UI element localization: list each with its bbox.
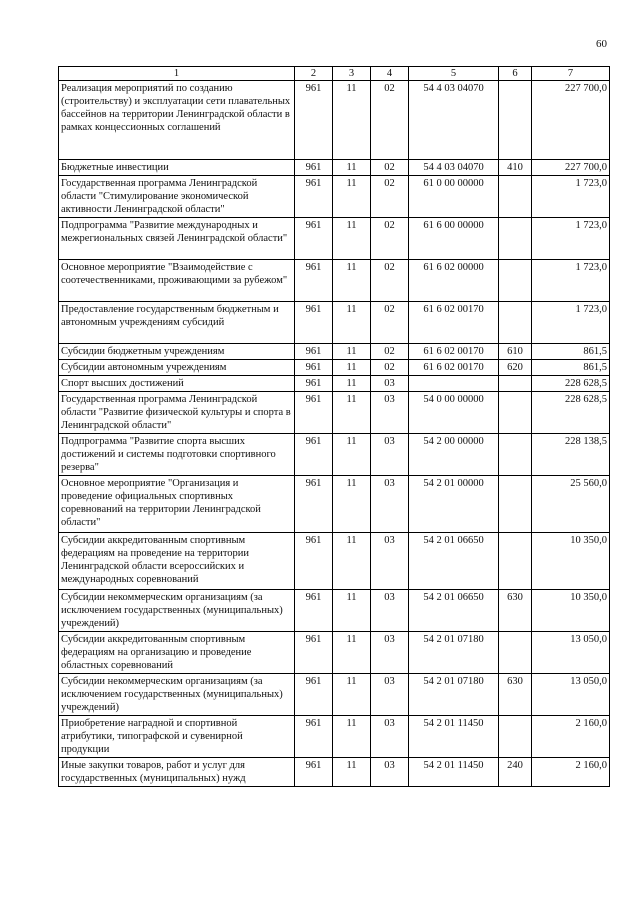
row-expense-type-cell bbox=[499, 632, 532, 674]
row-expense-type-cell bbox=[499, 376, 532, 392]
row-subsection-cell: 03 bbox=[371, 434, 409, 476]
row-expense-type-cell bbox=[499, 533, 532, 590]
table-row bbox=[59, 392, 610, 434]
row-name-cell: Приобретение наградной и спортивной атрибутики, типографской и сувенирной продукции bbox=[59, 716, 295, 758]
row-subsection-cell: 03 bbox=[371, 716, 409, 758]
row-name-cell: Основное мероприятие "Взаимодействие с соотечественниками, проживающими за рубежом" bbox=[59, 260, 295, 302]
row-subsection-cell: 03 bbox=[371, 758, 409, 787]
row-grbs-cell: 961 bbox=[295, 176, 333, 218]
row-expense-type-cell bbox=[499, 260, 532, 302]
row-target-code-cell bbox=[409, 376, 499, 392]
column-header: 6 bbox=[499, 67, 532, 81]
row-section-cell: 11 bbox=[333, 160, 371, 176]
row-section-cell: 11 bbox=[333, 344, 371, 360]
table-row bbox=[59, 376, 610, 392]
row-name-cell: Основное мероприятие "Организация и проведение официальных спортивных соревнований на территории Ленинградской области" bbox=[59, 476, 295, 533]
table-row bbox=[59, 176, 610, 218]
row-name-cell: Подпрограмма "Развитие спорта высших достижений и системы подготовки спортивного резерва" bbox=[59, 434, 295, 476]
row-name-cell: Подпрограмма "Развитие международных и межрегиональных связей Ленинградской области" bbox=[59, 218, 295, 260]
row-expense-type-cell: 240 bbox=[499, 758, 532, 787]
row-expense-type-cell: 630 bbox=[499, 590, 532, 632]
row-expense-type-cell bbox=[499, 176, 532, 218]
row-subsection-cell: 02 bbox=[371, 302, 409, 344]
row-expense-type-cell: 610 bbox=[499, 344, 532, 360]
row-name-cell: Субсидии аккредитованным спортивным федерациям на организацию и проведение областных соревнований bbox=[59, 632, 295, 674]
row-amount-cell: 1 723,0 bbox=[532, 302, 610, 344]
row-target-code-cell: 54 2 01 11450 bbox=[409, 758, 499, 787]
row-amount-cell: 1 723,0 bbox=[532, 260, 610, 302]
row-subsection-cell: 02 bbox=[371, 260, 409, 302]
row-amount-cell: 227 700,0 bbox=[532, 81, 610, 160]
row-expense-type-cell bbox=[499, 218, 532, 260]
row-expense-type-cell bbox=[499, 392, 532, 434]
page-number: 60 bbox=[596, 38, 607, 50]
row-grbs-cell: 961 bbox=[295, 392, 333, 434]
row-subsection-cell: 02 bbox=[371, 81, 409, 160]
row-target-code-cell: 61 6 02 00170 bbox=[409, 344, 499, 360]
row-name-cell: Субсидии автономным учреждениям bbox=[59, 360, 295, 376]
row-amount-cell: 25 560,0 bbox=[532, 476, 610, 533]
row-target-code-cell: 61 6 00 00000 bbox=[409, 218, 499, 260]
row-subsection-cell: 02 bbox=[371, 344, 409, 360]
row-section-cell: 11 bbox=[333, 533, 371, 590]
column-header: 4 bbox=[371, 67, 409, 81]
row-expense-type-cell bbox=[499, 434, 532, 476]
row-expense-type-cell: 410 bbox=[499, 160, 532, 176]
row-name-cell: Предоставление государственным бюджетным и автономным учреждениям субсидий bbox=[59, 302, 295, 344]
row-grbs-cell: 961 bbox=[295, 260, 333, 302]
row-section-cell: 11 bbox=[333, 392, 371, 434]
row-section-cell: 11 bbox=[333, 434, 371, 476]
table-row bbox=[59, 590, 610, 632]
row-section-cell: 11 bbox=[333, 716, 371, 758]
row-section-cell: 11 bbox=[333, 360, 371, 376]
row-grbs-cell: 961 bbox=[295, 434, 333, 476]
row-section-cell: 11 bbox=[333, 476, 371, 533]
row-expense-type-cell bbox=[499, 302, 532, 344]
table-row bbox=[59, 476, 610, 533]
row-subsection-cell: 03 bbox=[371, 632, 409, 674]
row-grbs-cell: 961 bbox=[295, 302, 333, 344]
table-header-row bbox=[59, 67, 610, 81]
row-amount-cell: 861,5 bbox=[532, 360, 610, 376]
row-grbs-cell: 961 bbox=[295, 218, 333, 260]
table-row bbox=[59, 260, 610, 302]
table-row bbox=[59, 758, 610, 787]
row-subsection-cell: 02 bbox=[371, 176, 409, 218]
row-section-cell: 11 bbox=[333, 81, 371, 160]
row-amount-cell: 1 723,0 bbox=[532, 218, 610, 260]
row-amount-cell: 228 628,5 bbox=[532, 376, 610, 392]
row-grbs-cell: 961 bbox=[295, 160, 333, 176]
row-name-cell: Субсидии бюджетным учреждениям bbox=[59, 344, 295, 360]
row-grbs-cell: 961 bbox=[295, 344, 333, 360]
row-name-cell: Субсидии аккредитованным спортивным федерациям на проведение на территории Ленинградской области всероссийских и международных соревнований bbox=[59, 533, 295, 590]
row-grbs-cell: 961 bbox=[295, 376, 333, 392]
row-amount-cell: 861,5 bbox=[532, 344, 610, 360]
row-subsection-cell: 03 bbox=[371, 376, 409, 392]
row-grbs-cell: 961 bbox=[295, 360, 333, 376]
row-amount-cell: 13 050,0 bbox=[532, 632, 610, 674]
row-expense-type-cell bbox=[499, 81, 532, 160]
row-name-cell: Спорт высших достижений bbox=[59, 376, 295, 392]
row-target-code-cell: 54 2 00 00000 bbox=[409, 434, 499, 476]
column-header: 2 bbox=[295, 67, 333, 81]
row-amount-cell: 10 350,0 bbox=[532, 590, 610, 632]
row-target-code-cell: 61 6 02 00170 bbox=[409, 302, 499, 344]
row-grbs-cell: 961 bbox=[295, 476, 333, 533]
row-amount-cell: 13 050,0 bbox=[532, 674, 610, 716]
row-grbs-cell: 961 bbox=[295, 533, 333, 590]
table-row bbox=[59, 81, 610, 160]
row-subsection-cell: 02 bbox=[371, 360, 409, 376]
row-grbs-cell: 961 bbox=[295, 81, 333, 160]
column-header: 5 bbox=[409, 67, 499, 81]
row-grbs-cell: 961 bbox=[295, 758, 333, 787]
row-name-cell: Иные закупки товаров, работ и услуг для государственных (муниципальных) нужд bbox=[59, 758, 295, 787]
table-row bbox=[59, 716, 610, 758]
row-grbs-cell: 961 bbox=[295, 632, 333, 674]
budget-table bbox=[58, 66, 610, 787]
row-target-code-cell: 54 2 01 06650 bbox=[409, 533, 499, 590]
row-section-cell: 11 bbox=[333, 376, 371, 392]
row-name-cell: Субсидии некоммерческим организациям (за исключением государственных (муниципальных) учреждений) bbox=[59, 590, 295, 632]
row-expense-type-cell bbox=[499, 716, 532, 758]
row-target-code-cell: 54 2 01 06650 bbox=[409, 590, 499, 632]
row-name-cell: Государственная программа Ленинградской области "Развитие физической культуры и спорта в Ленинградской области" bbox=[59, 392, 295, 434]
row-amount-cell: 2 160,0 bbox=[532, 716, 610, 758]
row-expense-type-cell: 620 bbox=[499, 360, 532, 376]
row-section-cell: 11 bbox=[333, 302, 371, 344]
column-header: 3 bbox=[333, 67, 371, 81]
table-row bbox=[59, 218, 610, 260]
row-target-code-cell: 54 0 00 00000 bbox=[409, 392, 499, 434]
table-row bbox=[59, 674, 610, 716]
row-target-code-cell: 54 4 03 04070 bbox=[409, 160, 499, 176]
row-subsection-cell: 03 bbox=[371, 590, 409, 632]
row-section-cell: 11 bbox=[333, 632, 371, 674]
row-amount-cell: 228 138,5 bbox=[532, 434, 610, 476]
table-row bbox=[59, 160, 610, 176]
row-amount-cell: 1 723,0 bbox=[532, 176, 610, 218]
column-header: 7 bbox=[532, 67, 610, 81]
row-target-code-cell: 54 2 01 00000 bbox=[409, 476, 499, 533]
row-amount-cell: 228 628,5 bbox=[532, 392, 610, 434]
row-subsection-cell: 03 bbox=[371, 392, 409, 434]
row-amount-cell: 227 700,0 bbox=[532, 160, 610, 176]
row-target-code-cell: 61 0 00 00000 bbox=[409, 176, 499, 218]
row-subsection-cell: 03 bbox=[371, 674, 409, 716]
table-row bbox=[59, 302, 610, 344]
row-section-cell: 11 bbox=[333, 590, 371, 632]
row-section-cell: 11 bbox=[333, 758, 371, 787]
row-subsection-cell: 03 bbox=[371, 533, 409, 590]
table-row bbox=[59, 533, 610, 590]
table-row bbox=[59, 434, 610, 476]
row-target-code-cell: 54 2 01 07180 bbox=[409, 632, 499, 674]
row-target-code-cell: 54 2 01 07180 bbox=[409, 674, 499, 716]
row-section-cell: 11 bbox=[333, 674, 371, 716]
table-row bbox=[59, 632, 610, 674]
row-section-cell: 11 bbox=[333, 218, 371, 260]
row-amount-cell: 2 160,0 bbox=[532, 758, 610, 787]
row-expense-type-cell: 630 bbox=[499, 674, 532, 716]
row-grbs-cell: 961 bbox=[295, 590, 333, 632]
row-section-cell: 11 bbox=[333, 176, 371, 218]
row-section-cell: 11 bbox=[333, 260, 371, 302]
table-row bbox=[59, 344, 610, 360]
row-target-code-cell: 61 6 02 00170 bbox=[409, 360, 499, 376]
row-name-cell: Субсидии некоммерческим организациям (за исключением государственных (муниципальных) учреждений) bbox=[59, 674, 295, 716]
row-subsection-cell: 02 bbox=[371, 218, 409, 260]
row-name-cell: Бюджетные инвестиции bbox=[59, 160, 295, 176]
row-grbs-cell: 961 bbox=[295, 716, 333, 758]
row-target-code-cell: 54 4 03 04070 bbox=[409, 81, 499, 160]
row-expense-type-cell bbox=[499, 476, 532, 533]
row-subsection-cell: 02 bbox=[371, 160, 409, 176]
table-row bbox=[59, 360, 610, 376]
row-target-code-cell: 61 6 02 00000 bbox=[409, 260, 499, 302]
row-subsection-cell: 03 bbox=[371, 476, 409, 533]
row-grbs-cell: 961 bbox=[295, 674, 333, 716]
row-name-cell: Государственная программа Ленинградской области "Стимулирование экономической активности Ленинградской области" bbox=[59, 176, 295, 218]
row-amount-cell: 10 350,0 bbox=[532, 533, 610, 590]
row-name-cell: Реализация мероприятий по созданию (строительству) и эксплуатации сети плавательных бассейнов на территории Ленинградской области в рамках концессионных соглашений bbox=[59, 81, 295, 160]
column-header: 1 bbox=[59, 67, 295, 81]
row-target-code-cell: 54 2 01 11450 bbox=[409, 716, 499, 758]
